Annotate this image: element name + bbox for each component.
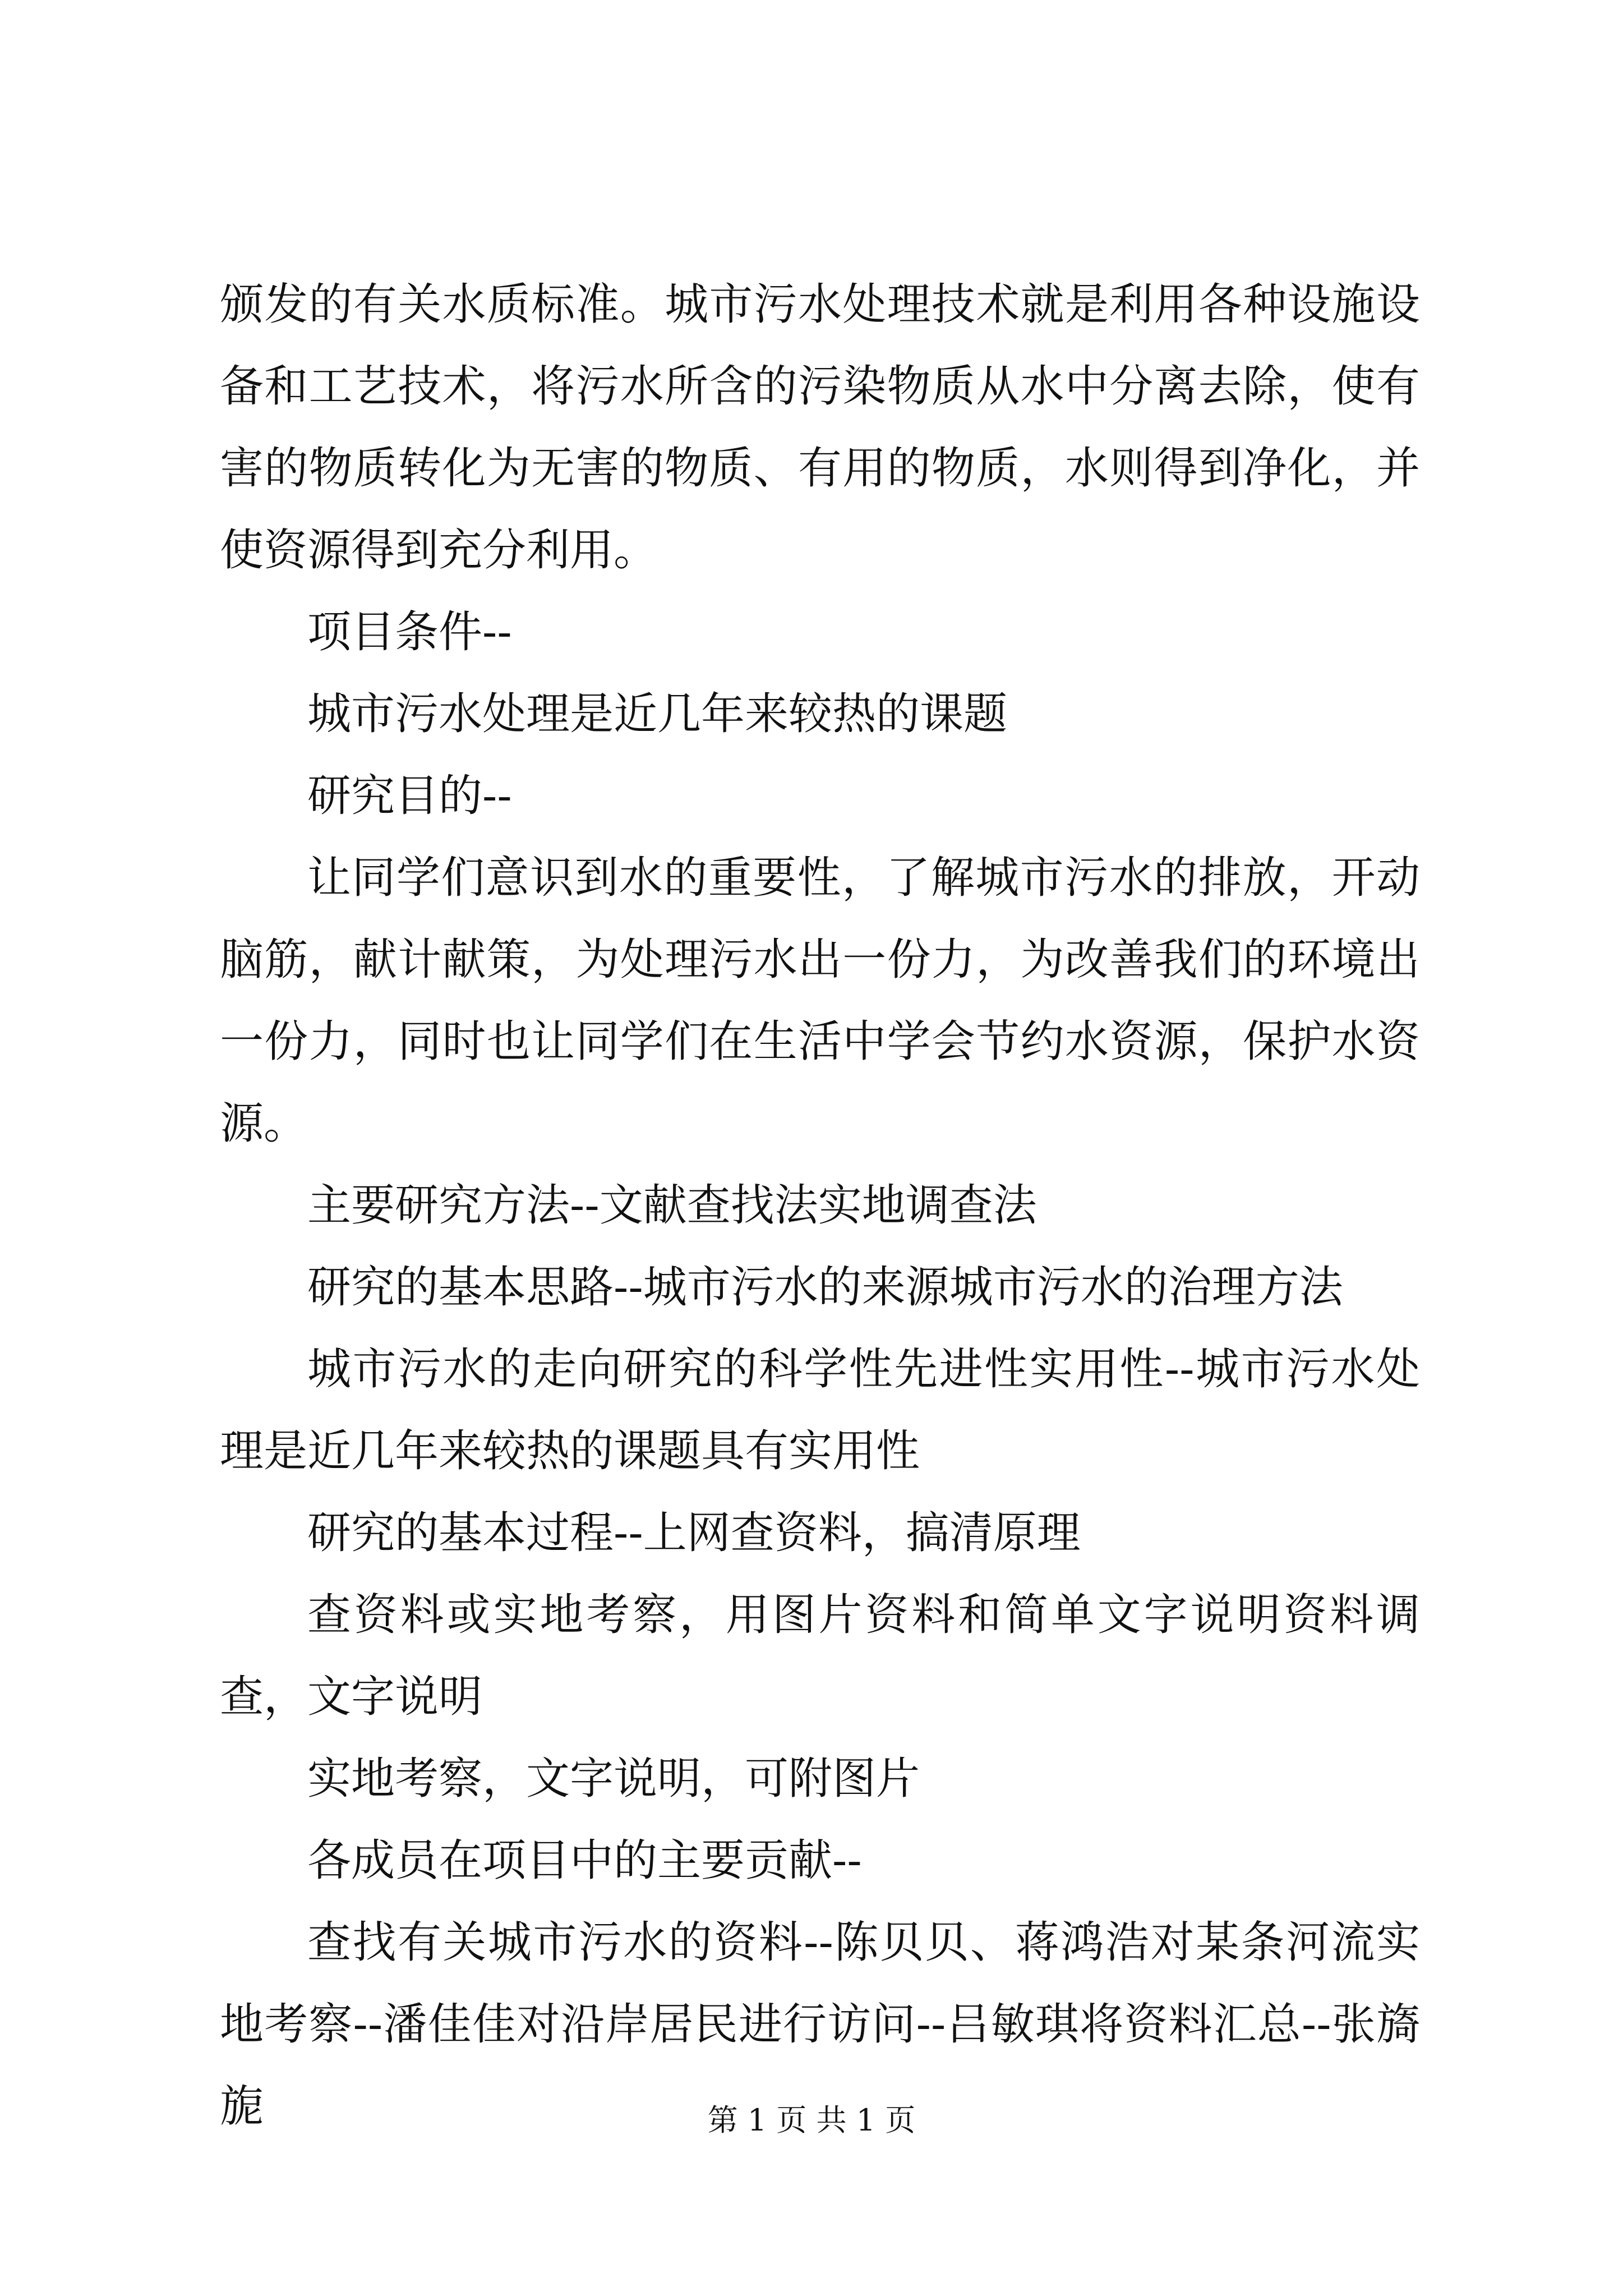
paragraph-12: 各成员在项目中的主要贡献-- [307,1835,862,1886]
paragraph-3: 城市污水处理是近几年来较热的课题 [307,689,1008,739]
paragraph-5: 让同学们意识到水的重要性，了解城市污水的排放，开动脑筋，献计献策，为处理污水出一份力，为改善我们的环境出一份力，同时也让同学们在生活中学会节约水资源，保护水资源。 [220,853,1420,1149]
paragraph-8: 城市污水的走向研究的科学性先进性实用性--城市污水处理是近几年来较热的课题具有实用性 [220,1344,1420,1476]
paragraph-2: 项目条件-- [307,607,512,657]
paragraph-4: 研究目的-- [307,771,512,821]
document-body [220,264,1420,2147]
paragraph-13: 查找有关城市污水的资料--陈贝贝、蒋鸿浩对某条河流实地考察--潘佳佳对沿岸居民进行访问--吕敏琪将资料汇总--张旖旎 [220,1917,1420,2132]
paragraph-10: 查资料或实地考察，用图片资料和简单文字说明资料调查，文字说明 [220,1590,1420,1722]
page-footer [0,2101,1623,2140]
paragraph-6: 主要研究方法--文献查找法实地调查法 [307,1180,1037,1231]
paragraph-11: 实地考察，文字说明，可附图片 [307,1754,920,1804]
paragraph-7: 研究的基本思路--城市污水的来源城市污水的治理方法 [307,1262,1343,1313]
paragraph-9: 研究的基本过程--上网查资料，搞清原理 [307,1508,1081,1558]
paragraph-1: 颁发的有关水质标准。城市污水处理技术就是利用各种设施设备和工艺技术，将污水所含的污染物质从水中分离去除，使有害的物质转化为无害的物质、有用的物质，水则得到净化，并使资源得到充分利用。 [220,279,1420,576]
page-number-label: 第 1 页 共 1 页 [707,2102,916,2138]
